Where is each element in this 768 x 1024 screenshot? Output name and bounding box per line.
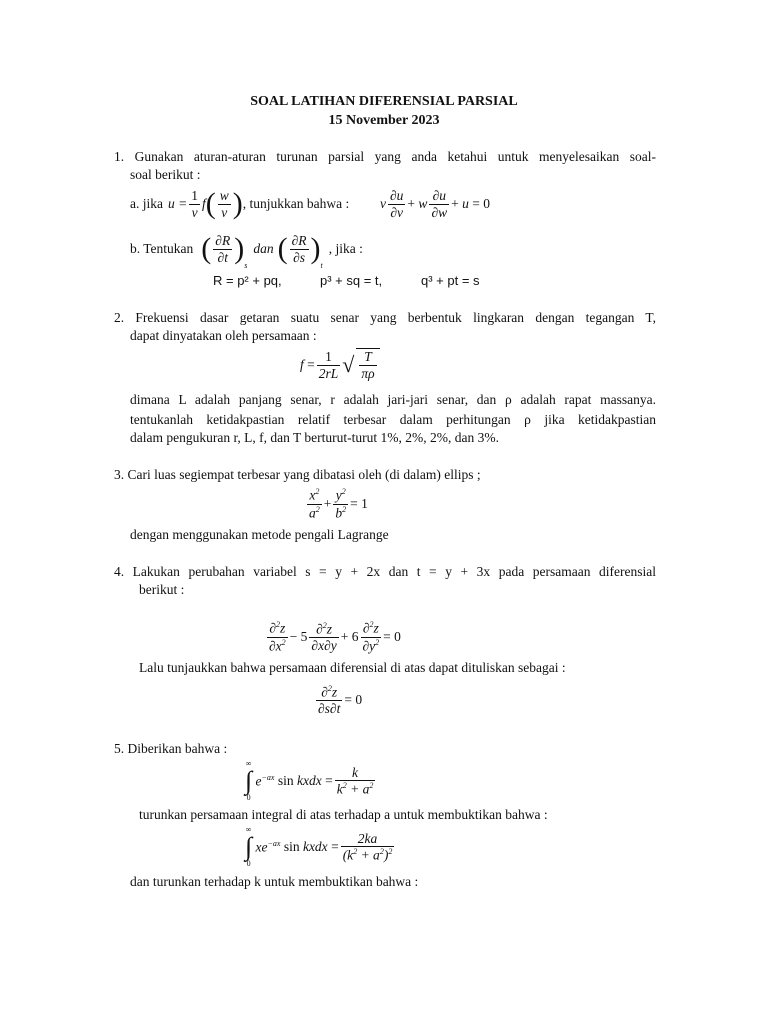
q1a-f: f [202,196,206,211]
q4-line1: 4. Lakukan perubahan variabel s = y + 2x dan t = y + 3x pada persamaan diferensial [114,564,656,579]
q3-line1: 3. Cari luas segiempat terbesar yang dibatasi oleh (di dalam) ellips ; [114,467,481,482]
q5-line3: dan turunkan terhadap k untuk membuktikan bahwa : [130,874,419,889]
q1a-formula: u = [168,196,188,211]
q5-given-integral: ∞ ∫ 0 $e^{-ax}$ sin kxdx = $\frac{k}{k^2 + a^2}$ [245,759,374,802]
q1-line2: soal berikut : [130,167,201,182]
q1a-frac-1-over-v: $\frac{1}{v}$ [191,187,198,220]
q5-derived-integral: ∞ ∫ 0 $xe^{-ax}$ sin kxdx = $\frac{2ka}{(k^2 + a^2)^2}$ [245,825,393,868]
q4-pde-equation: $\frac{\partial^2z}{\partial x^2}$ − 5 $\frac{\partial^2z}{\partial x\partial y}$ + 6 $\frac{\partial^2z}{\partial y^2}$ = 0 [269,620,401,653]
q1b-suffix: , jika : [328,241,363,256]
q2-frequency-formula: f = $\frac{1}{2rL}$ √ $\frac{T}{\pi\rho}$ [300,343,382,387]
q1b-eq1: R = p² + pq, [213,273,282,288]
q1b-dan: dan [253,241,274,256]
q3-line2: dengan menggunakan metode pengali Lagrange [130,527,389,542]
q2-line1: 2. Frekuensi dasar getaran suatu senar yang berbentuk lingkaran dengan tegangan T, [114,310,656,325]
q1b-statement: b. Tentukan ( $\frac{\partial R}{\partial t}$ ) s dan ( $\frac{\partial R}{\partial s}$ ) t , jika : [130,232,363,270]
q2-line5: dalam pengukuran r, L, f, dan T berturut-turut 1%, 2%, 2%, dan 3%. [130,430,499,445]
q1b-eq2: p³ + sq = t, [320,273,383,288]
q2-line2: dapat dinyatakan oleh persamaan : [130,328,317,343]
q1a-target-equation: v $\frac{\partial u}{\partial v}$ + w $\frac{\partial u}{\partial w}$ + u = 0 [380,187,490,220]
q1a-statement: a. jika u = $\frac{1}{v}$ f ( $\frac{w}{v}$ ) , tunjukkan bahwa : [130,187,350,220]
document-title: SOAL LATIHAN DIFERENSIAL PARSIAL [250,94,518,109]
q2-line3: dimana L adalah panjang senar, r adalah jari-jari senar, dan ρ adalah rapat massanya. [130,392,656,407]
q1b-dR-ds: $\frac{\partial R}{\partial s}$ [291,232,307,265]
q1b-eq3: q³ + pt = s [421,273,480,288]
q1a-prefix: a. jika [130,196,163,211]
q2-line4: tentukanlah ketidakpastian relatif terbesar dalam perhitungan ρ jika ketidakpastian [130,412,656,427]
q5-line2: turunkan persamaan integral di atas terhadap a untuk membuktikan bahwa : [139,807,548,822]
q3-ellipse-equation: $\frac{x^2}{a^2}$ + $\frac{y^2}{b^2}$ = 1 [309,487,368,520]
q4-line2: berikut : [139,582,185,597]
q1a-mid: , tunjukkan bahwa : [242,196,350,211]
q1a-frac-w-over-v: $\frac{w}{v}$ [219,187,229,220]
q1b-dR-dt: $\frac{\partial R}{\partial t}$ [215,232,231,265]
document-date: 15 November 2023 [328,113,440,128]
q1b-prefix: b. Tentukan [130,241,194,256]
q1-line1: 1. Gunakan aturan-aturan turunan parsial yang anda ketahui untuk menyelesaikan soal- [114,149,656,164]
q4-transformed-equation: $\frac{\partial^2z}{\partial s\partial t}$ = 0 [318,683,363,716]
q4-line3: Lalu tunjaukkan bahwa persamaan diferensial di atas dapat dituliskan sebagai : [139,660,566,675]
q5-line1: 5. Diberikan bahwa : [114,741,228,756]
